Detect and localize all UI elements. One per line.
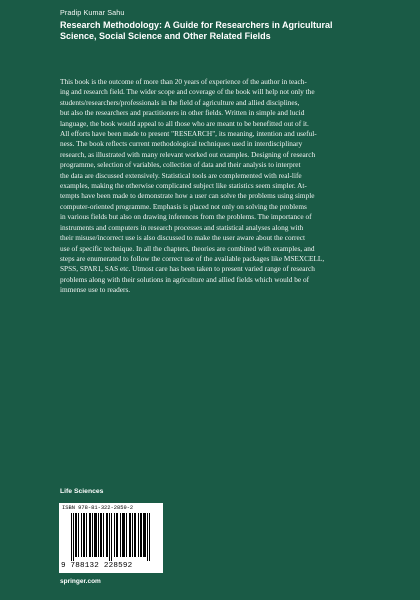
description-line: computer-oriented programme. Emphasis is placed not only on solving the problems xyxy=(60,201,307,211)
title-line: Science, Social Science and Other Related Fields xyxy=(60,31,271,41)
description-line: but also the researchers and practitioners in other fields. Written in simple and lucid xyxy=(60,108,305,118)
description-line: language, the book would appeal to all those who are meant to be benefitted out of it. xyxy=(60,118,309,128)
description-line: SPSS, SPAR1, SAS etc. Utmost care has been taken to present varied range of research xyxy=(60,264,315,274)
barcode xyxy=(59,503,163,573)
description-line: steps are enumerated to follow the correct use of the available packages like MSEXCELL, xyxy=(60,253,325,263)
description-line: immense use to readers. xyxy=(60,285,131,295)
barcode-bars xyxy=(62,513,160,561)
title-line: Research Methodology: A Guide for Researchers in Agricultural xyxy=(60,20,333,30)
subject-category: Life Sciences xyxy=(60,488,104,495)
description-line: This book is the outcome of more than 20 years of experience of the author in teach- xyxy=(60,77,307,86)
description-line: examples, making the otherwise complicated subject like statistics seem simpler. At- xyxy=(60,181,307,191)
description-line: instruments and computers in research processes and statistical analyses along with xyxy=(60,222,304,232)
description-line: in various fields but also on drawing inferences from the problems. The importance of xyxy=(60,212,312,222)
description-line: programme, selection of variables, collection of data and their analysis to interpret xyxy=(60,160,301,170)
description-line: research, as illustrated with many relevant worked out examples. Designing of research xyxy=(60,149,316,159)
isbn-label: ISBN 978-81-322-2859-2 xyxy=(62,505,134,511)
description-line: their misuse/incorrect use is also discussed to make the user aware about the correct xyxy=(60,233,305,243)
description-line: the data are discussed extensively. Statistical tools are complemented with real-life xyxy=(60,170,302,180)
description-line: students/researchers/professionals in the field of agriculture and allied disciplines, xyxy=(60,97,300,107)
description-line: problems along with their solutions in agriculture and allied fields which would be of xyxy=(60,274,310,284)
publisher-website: springer.com xyxy=(60,578,101,585)
author-name: Pradip Kumar Sahu xyxy=(60,8,125,17)
barcode-number: 9 788132 228592 xyxy=(61,562,133,570)
description-line: tempts have been made to demonstrate how a user can solve the problems using simple xyxy=(60,191,315,201)
description-line: ness. The book reflects current methodological techniques used in interdisciplinary xyxy=(60,139,303,149)
description-line: ing and research field. The wider scope and coverage of the book will help not only the xyxy=(60,87,315,97)
description-line: All efforts have been made to present "RESEARCH", its meaning, intention and useful- xyxy=(60,129,317,139)
book-description xyxy=(60,77,368,296)
book-title xyxy=(60,20,360,42)
description-line: use of specific technique. In all the chapters, theories are combined with examples, and xyxy=(60,243,315,253)
